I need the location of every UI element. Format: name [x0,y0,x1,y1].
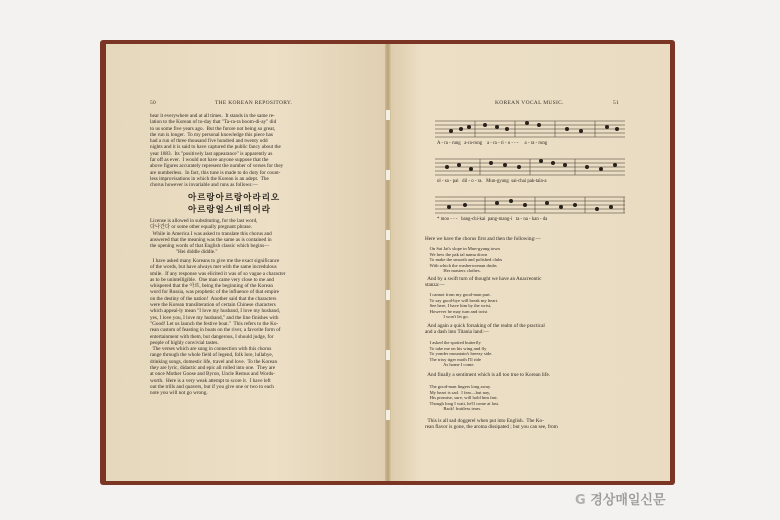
binding-stitch [386,350,390,360]
verse-4: The good-man lingers long away. My heart is sad. I fear—but nay, His promise, sure, will hold him fast. Though long I wait, he'll come at last. Back! fruitless tears. [429,384,500,412]
music-lyric-2: ol - sa - pai dil - o - ra. Mun-gyung sai-chai pak-tala-a [437,179,547,184]
left-paragraph-2: License is allowed in substituting, for the last word, 다나간다 or some other equally pregnant phrase. While in America I was asked to translate this chorus and answered that the meaning was the same as is contained in the opening words of that English classic which begins— "Hei diddle diddle." [150,218,272,256]
binding-stitch [386,170,390,180]
right-paragraph-3: And again a quick forsaking of the realm of the practical and a dash into Titania land:— [425,323,545,336]
left-paragraph-1: hear it everywhere and at all times. It stands in the same re- lation to the Korean of to-day that "Ta-ra-ra boom-di-ay" did to us some five years ago. But the furore not being so great, the run is longer. To my personal knowledge this piece has had a run of three thousand five hundred and twenty odd nights and it is said to have captured the public fancy about the year 1883. Its "positively last appearance" is apparently as far off as ever. I would not have anyone suppose that the above figures accurately represent the number of verses for they are numberless. In fact, this tune is made to do duty for count- less improvisations in which the Korean is an adept. The chorus however is invariable and runs as follows:— [150,113,284,189]
verse-2: I cannot from my good-man part. To say good-bye will break my heart. See here, I have him by the wrist, However he may turn and twist I won't let go. [429,292,499,320]
music-staff-1 [435,118,625,140]
music-lyric-3: * moo - - - bang-chi-kai pang-mang-i ta - na - kan - da [437,217,548,222]
korean-chorus-line-1: 아르랑아르랑아라리오 [188,193,281,203]
verse-3: I asked the spotted butterfly To take me on his wing and fly To yonder mountain's breezy side. The trixy tiger moth I'll ride As home I come. [429,340,493,368]
left-running-header: THE KOREAN REPOSITORY. [215,100,293,106]
left-page-number: 50 [150,100,157,106]
music-staff-2 [435,156,625,178]
verse-1: On Sai Jai's slope in Mun-gyung town We hew the pak tal namu down To make the smooth and polished clubs With which the washerwoman drubs Her masters clothes. [429,246,503,274]
newspaper-watermark-logo: G 경상매일신문 [575,493,666,508]
right-running-header: KOREAN VOCAL MUSIC. [495,100,564,106]
binding-stitch [386,110,390,120]
left-paragraph-3: I have asked many Koreans to give me the exact significance of the words, but have always met with the same incredulous smile. If any response was elicited it was of so vague a character as to be unintelligible. One man came very close to me and whispered that the 아르, being the beginning of the Korean word for Russia, was prophetic of the influence of that empire on the destiny of the nation! Another said that the characters were the Korean transliteration of certain Chinese characters which appeal-ly mean "I love my husband, I love my husband, yes, I love you, I love my husband," and the line finishes with "Good! Let us launch the festive boat." This refers to the Ko- rean custom of feasting in boats on the river, a favorite form of entertainment with them, but dangerous, I should judge, for people of highly convivial tastes. The verses which are sung in connection with this chorus range through the whole field of legend, folk lore, lullabye, drinking songs, domestic life, travel and love. To the Korean they are lyric, didactic and epic all rolled into one. They are at once Mother Goose and Byron, Uncle Remus and Words- worth. Here is a very weak attempt to score it. I have left out the trills and quavers, but if you give one or two to each note you will not go wrong. [150,258,286,397]
right-paragraph-5: This is all sad doggerel when put into English. The Ko- rean flavor is gone, the aroma dissipated ; but you can see, from [425,418,558,431]
right-paragraph-2: And by a swift turn of thought we have an Anacreontic stanza:— [425,276,542,289]
music-lyric-1: A - ra - rung a-ra-rung a - ra - ri - o - - - a - ra - rung [437,141,548,146]
binding-stitch [386,230,390,240]
watermark-text: 경상매일신문 [590,493,666,508]
korean-chorus-line-2: 아르랑얼스비띄어라 [188,205,271,215]
music-staff-3 [435,194,625,216]
right-paragraph-1: Here we have the chorus first and then the following:— [425,236,541,242]
right-paragraph-4: And finally a sentiment which is all too true to Korean life. [425,372,551,378]
binding-stitch [386,410,390,420]
right-page-number: 51 [613,100,620,106]
binding-stitch [386,290,390,300]
